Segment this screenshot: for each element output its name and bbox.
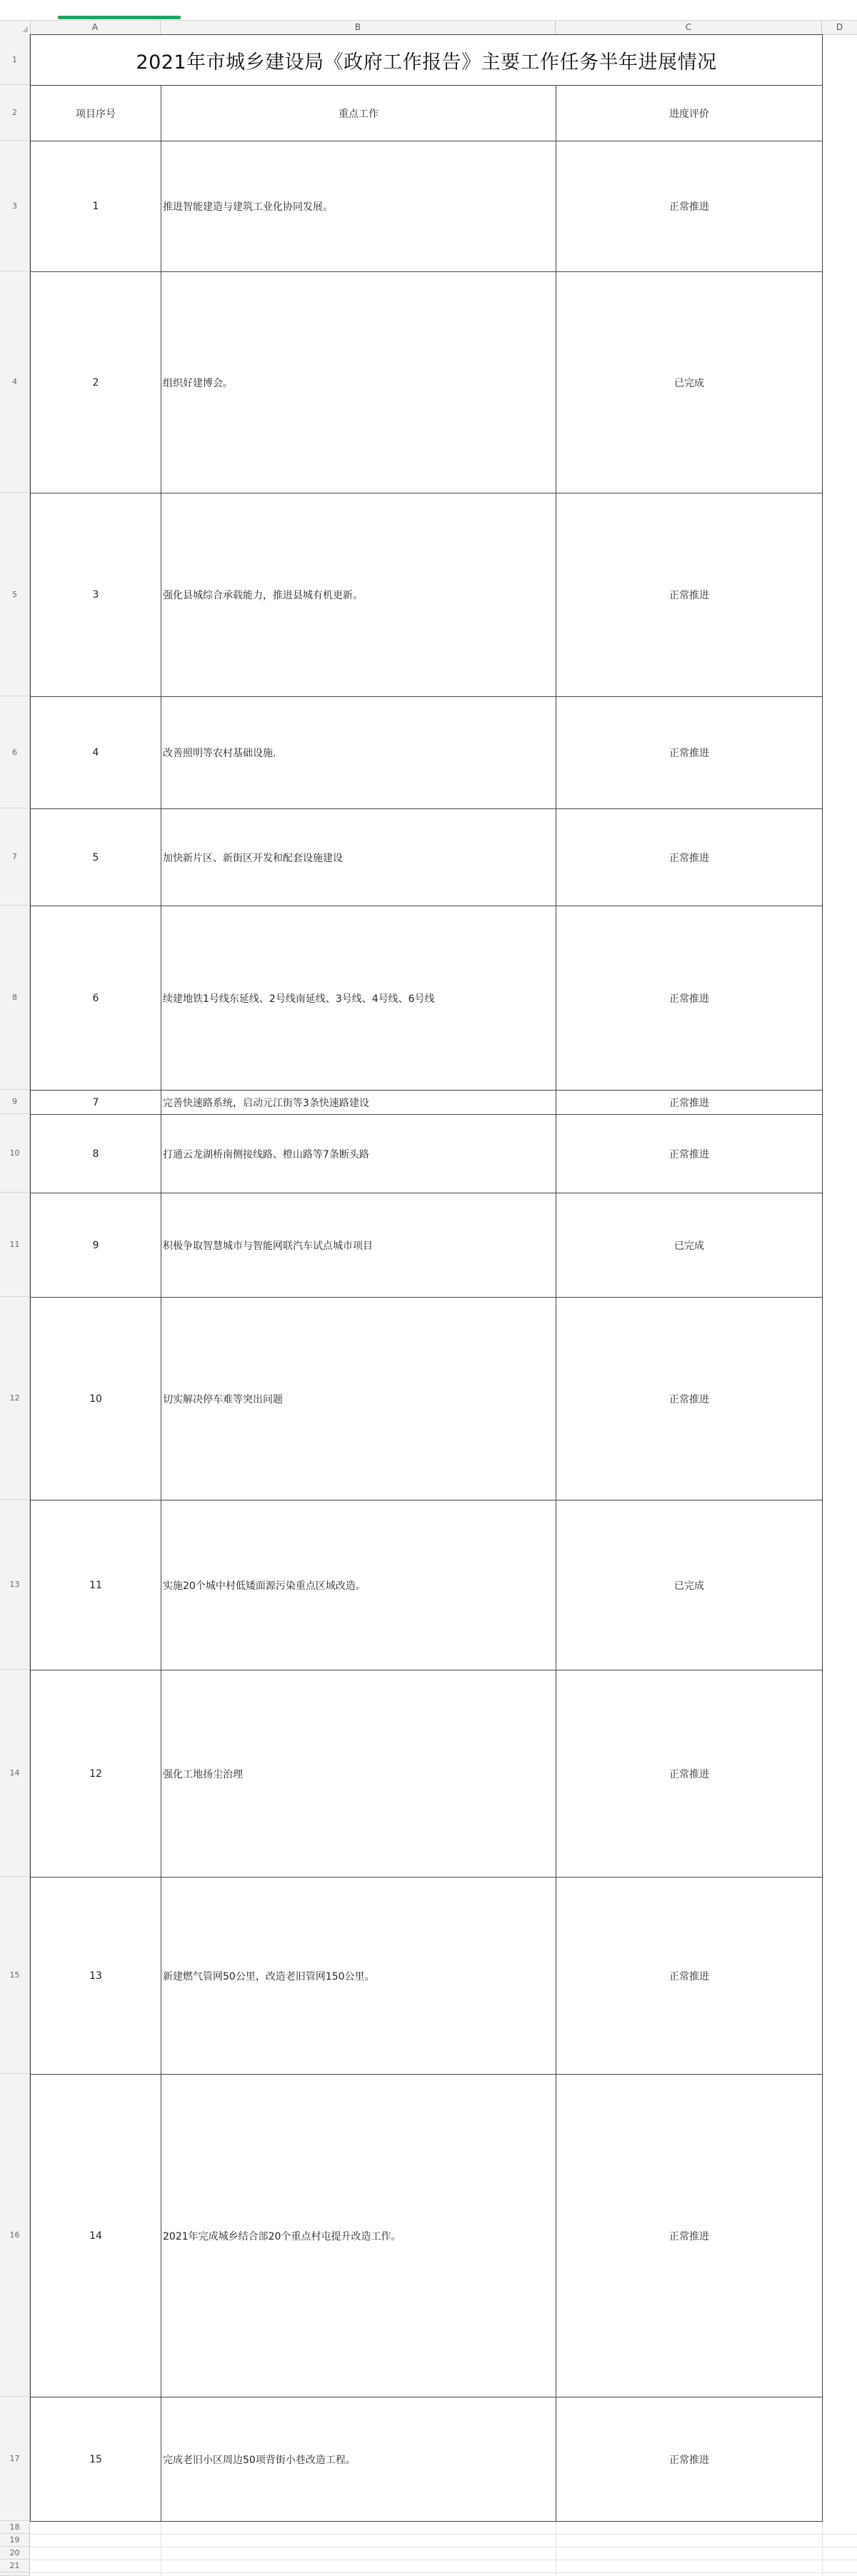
cell-progress[interactable]: 正常推进 (556, 2074, 822, 2397)
column-header-c[interactable]: C (556, 21, 822, 34)
cell-item-no[interactable]: 2 (30, 271, 161, 493)
cell-task[interactable]: 切实解决停车难等突出问题 (161, 1297, 556, 1500)
cell-progress[interactable]: 正常推进 (556, 1877, 822, 2074)
cell-task[interactable]: 加快新片区、新街区开发和配套设施建设 (161, 808, 556, 906)
cell-item-no[interactable]: 7 (30, 1090, 161, 1114)
row-header[interactable]: 1 (0, 34, 30, 85)
cell-item-no[interactable]: 5 (30, 808, 161, 906)
row-header[interactable]: 5 (0, 493, 30, 696)
cell-progress[interactable]: 正常推进 (556, 2397, 822, 2521)
row-header[interactable]: 6 (0, 696, 30, 808)
cell-task[interactable]: 完善快速路系统，启动元江街等3条快速路建设 (161, 1090, 556, 1114)
column-header-row (0, 20, 857, 35)
column-header-a[interactable]: A (30, 21, 161, 34)
cell-task[interactable]: 积极争取智慧城市与智能网联汽车试点城市项目 (161, 1193, 556, 1297)
sheet-title[interactable]: 2021年市城乡建设局《政府工作报告》主要工作任务半年进展情况 (30, 34, 822, 85)
row-header[interactable]: 15 (0, 1877, 30, 2074)
cell-progress[interactable]: 已完成 (556, 271, 822, 493)
cell-item-no[interactable]: 11 (30, 1500, 161, 1670)
cell-progress[interactable]: 正常推进 (556, 141, 822, 271)
row-header[interactable]: 17 (0, 2397, 30, 2521)
row-header[interactable]: 21 (0, 2560, 30, 2572)
row-header[interactable]: 9 (0, 1090, 30, 1114)
row-header[interactable]: 10 (0, 1114, 30, 1193)
cell-task[interactable]: 打通云龙湖桥南侧接线路、橙山路等7条断头路 (161, 1114, 556, 1193)
cell-item-no[interactable]: 10 (30, 1297, 161, 1500)
row-header[interactable]: 18 (0, 2521, 30, 2534)
select-all-corner[interactable] (0, 21, 31, 34)
row-header[interactable]: 14 (0, 1670, 30, 1877)
cell-item-no[interactable]: 6 (30, 906, 161, 1090)
cell-progress[interactable]: 正常推进 (556, 1090, 822, 1114)
cell-item-no[interactable]: 9 (30, 1193, 161, 1297)
cell-item-no[interactable]: 4 (30, 696, 161, 808)
cell-task[interactable]: 完成老旧小区周边50项背街小巷改造工程。 (161, 2397, 556, 2521)
cell-item-no[interactable]: 13 (30, 1877, 161, 2074)
cell-task[interactable]: 实施20个城中村低矮面源污染重点区域改造。 (161, 1500, 556, 1670)
header-progress[interactable]: 进度评价 (556, 85, 822, 141)
cell-progress[interactable]: 正常推进 (556, 1670, 822, 1877)
cell-item-no[interactable]: 8 (30, 1114, 161, 1193)
cell-progress[interactable]: 已完成 (556, 1500, 822, 1670)
row-header-partial (0, 2572, 30, 2576)
active-column-indicator (58, 16, 181, 19)
cell-item-no[interactable]: 15 (30, 2397, 161, 2521)
gridline (30, 2572, 857, 2573)
table-border-right (822, 34, 823, 2522)
cell-task[interactable]: 强化县城综合承载能力，推进县城有机更新。 (161, 493, 556, 696)
cell-item-no[interactable]: 12 (30, 1670, 161, 1877)
cell-task[interactable]: 强化工地扬尘治理 (161, 1670, 556, 1877)
column-header-b[interactable]: B (161, 21, 556, 34)
row-header[interactable]: 2 (0, 85, 30, 141)
row-header[interactable]: 13 (0, 1500, 30, 1670)
row-header[interactable]: 11 (0, 1193, 30, 1297)
cell-task[interactable]: 续建地铁1号线东延线、2号线南延线、3号线、4号线、6号线 (161, 906, 556, 1090)
column-header-d[interactable]: D (836, 22, 843, 32)
toolbar-strip (0, 0, 857, 20)
gridline (30, 2534, 857, 2535)
cell-item-no[interactable]: 3 (30, 493, 161, 696)
cell-progress[interactable]: 正常推进 (556, 493, 822, 696)
cell-task[interactable]: 推进智能建造与建筑工业化协同发展。 (161, 141, 556, 271)
header-item-no[interactable]: 项目序号 (30, 85, 161, 141)
row-header[interactable]: 3 (0, 141, 30, 271)
cell-item-no[interactable]: 14 (30, 2074, 161, 2397)
table-border-bottom (30, 2521, 823, 2522)
cell-progress[interactable]: 已完成 (556, 1193, 822, 1297)
cell-progress[interactable]: 正常推进 (556, 1114, 822, 1193)
row-header[interactable]: 7 (0, 808, 30, 906)
header-key-task[interactable]: 重点工作 (161, 85, 556, 141)
cell-progress[interactable]: 正常推进 (556, 1297, 822, 1500)
cell-item-no[interactable]: 1 (30, 141, 161, 271)
row-header[interactable]: 4 (0, 271, 30, 493)
row-header[interactable]: 20 (0, 2547, 30, 2560)
row-header[interactable]: 8 (0, 906, 30, 1090)
cell-task[interactable]: 2021年完成城乡结合部20个重点村屯提升改造工作。 (161, 2074, 556, 2397)
cell-task[interactable]: 改善照明等农村基础设施. (161, 696, 556, 808)
row-header[interactable]: 12 (0, 1297, 30, 1500)
cell-task[interactable]: 组织好建博会。 (161, 271, 556, 493)
row-header[interactable]: 16 (0, 2074, 30, 2397)
cell-progress[interactable]: 正常推进 (556, 906, 822, 1090)
row-header[interactable]: 19 (0, 2534, 30, 2547)
cell-progress[interactable]: 正常推进 (556, 808, 822, 906)
cell-task[interactable]: 新建燃气管网50公里，改造老旧管网150公里。 (161, 1877, 556, 2074)
cell-progress[interactable]: 正常推进 (556, 696, 822, 808)
